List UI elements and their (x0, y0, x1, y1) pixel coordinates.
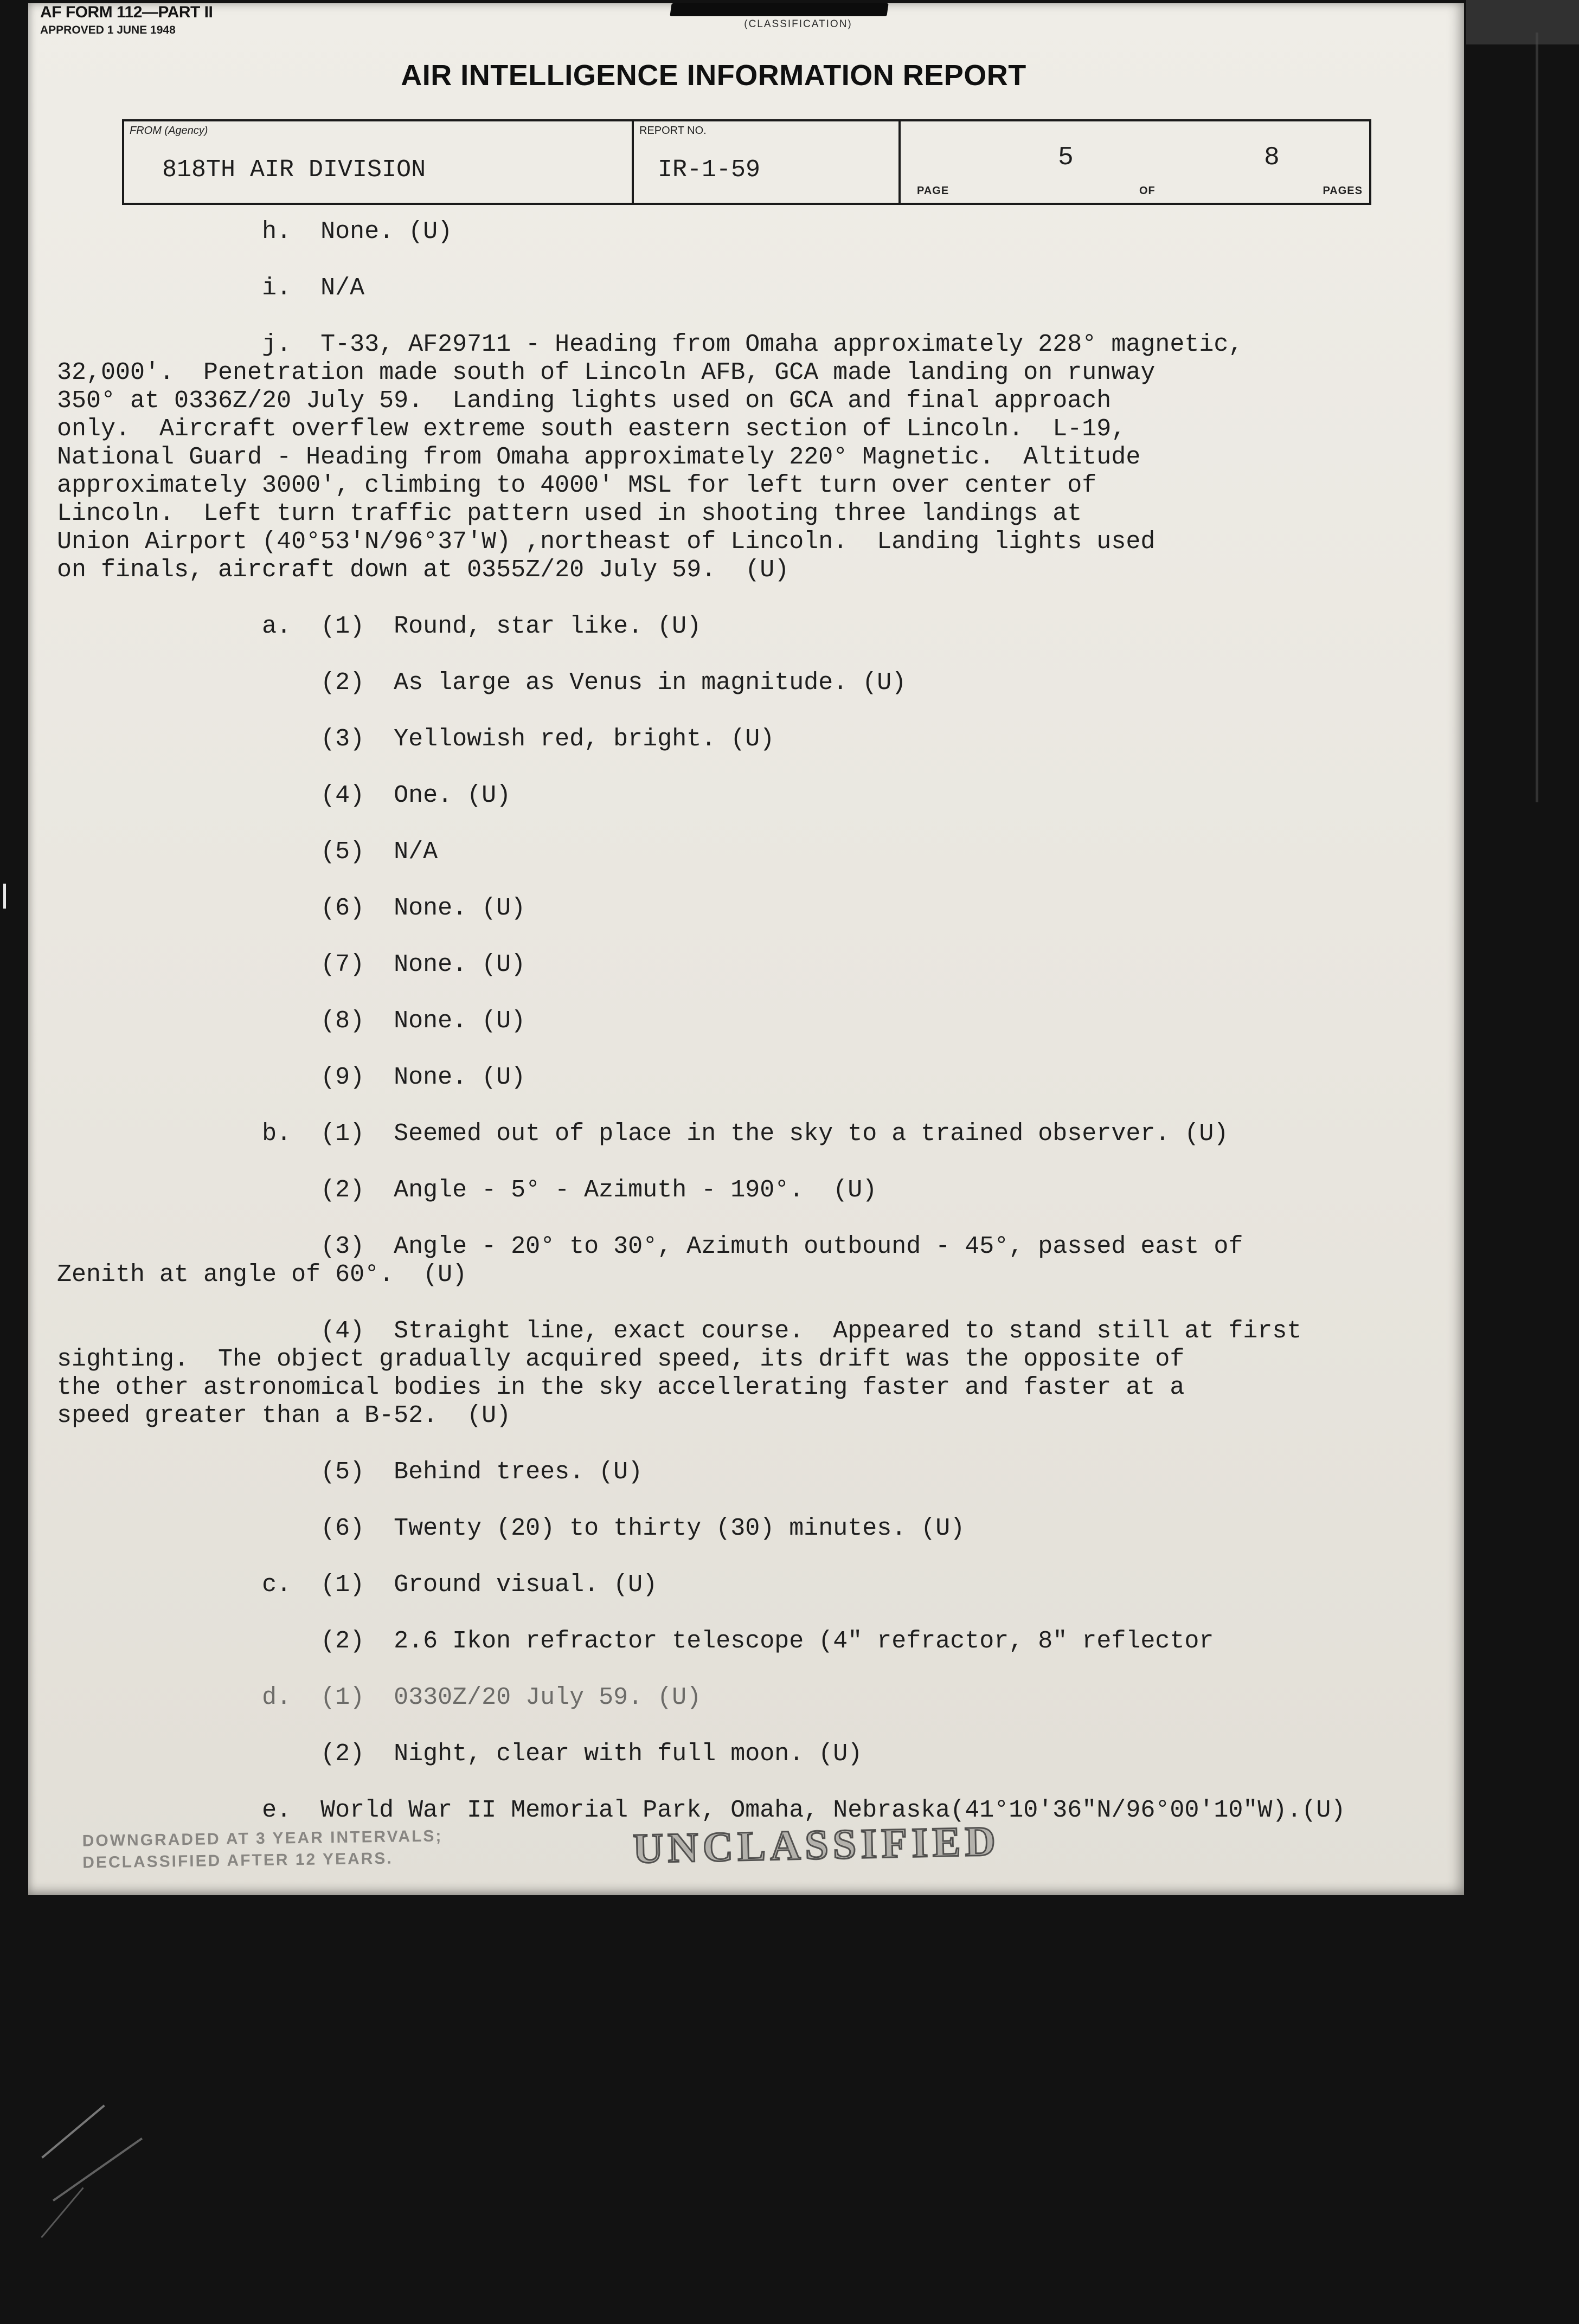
form-header-table (122, 119, 1371, 205)
scan-artifact (41, 2104, 105, 2158)
from-agency-label: FROM (Agency) (130, 125, 208, 137)
paragraph-a3: (3) Yellowish red, bright. (U) (57, 725, 775, 753)
paragraph-b2: (2) Angle - 5° - Azimuth - 190°. (U) (57, 1176, 877, 1204)
document-page (28, 3, 1464, 1895)
paragraph-c2: (2) 2.6 Ikon refractor telescope (4" refractor, 8" reflector (57, 1627, 1214, 1655)
from-agency-cell (124, 121, 634, 203)
downgrade-stamp-line2: DECLASSIFIED AFTER 12 YEARS. (82, 1849, 393, 1872)
downgrade-stamp (82, 1825, 443, 1874)
report-title: AIR INTELLIGENCE INFORMATION REPORT (401, 59, 1026, 92)
paragraph-a1: a. (1) Round, star like. (U) (57, 613, 702, 640)
form-id: AF FORM 112—PART II (40, 3, 213, 21)
from-agency-value: 818TH AIR DIVISION (162, 156, 426, 184)
paragraph-b6: (6) Twenty (20) to thirty (30) minutes. (U) (57, 1515, 965, 1542)
paragraph-a5: (5) N/A (57, 838, 438, 866)
paragraph-e: e. World War II Memorial Park, Omaha, Nebraska(41°10'36"N/96°00'10"W).(U) (57, 1797, 1346, 1824)
form-approved-date: APPROVED 1 JUNE 1948 (40, 24, 176, 36)
paragraph-j: j. T-33, AF29711 - Heading from Omaha approximately 228° magnetic, 32,000'. Penetration made south of Lincoln AFB, GCA made landing on runway 350° at 0336Z/20 July 59. Landing lights used on GCA and final approach only. Aircraft overflew extreme south eastern section of Lincoln. L-19, National Guard - Heading from Omaha approximately 220° Magnetic. Altitude approximately 3000', climbing to 4000' MSL for left turn over center of Lincoln. Left turn traffic pattern used in shooting three landings at Union Airport (40°53'N/96°37'W) ,northeast of Lincoln. Landing lights used on finals, aircraft down at 0355Z/20 July 59. (U) (57, 331, 1243, 584)
paragraph-b1: b. (1) Seemed out of place in the sky to a trained observer. (U) (57, 1120, 1229, 1148)
report-no-label: REPORT NO. (639, 125, 707, 137)
paragraph-a7: (7) None. (U) (57, 951, 526, 978)
scan-artifact (1536, 33, 1538, 802)
page-number: 5 (1058, 143, 1074, 172)
paragraph-i: i. N/A (57, 274, 365, 302)
unclassified-stamp: UNCLASSIFIED (632, 1817, 1000, 1872)
paragraph-d2: (2) Night, clear with full moon. (U) (57, 1740, 863, 1768)
redaction-bar (670, 3, 888, 16)
paragraph-b3: (3) Angle - 20° to 30°, Azimuth outbound - 45°, passed east of Zenith at angle of 60°. (U) (57, 1233, 1243, 1289)
scan-artifact (53, 2138, 143, 2201)
paragraph-a6: (6) None. (U) (57, 894, 526, 922)
classification-label: (CLASSIFICATION) (744, 18, 852, 30)
paragraph-a2: (2) As large as Venus in magnitude. (U) (57, 669, 907, 697)
downgrade-stamp-line1: DOWNGRADED AT 3 YEAR INTERVALS; (82, 1827, 443, 1850)
paragraph-a8: (8) None. (U) (57, 1007, 526, 1035)
paragraph-b4: (4) Straight line, exact course. Appeared to stand still at first sighting. The object gradually acquired speed, its drift was the opposite of the other astronomical bodies in the sky accellerating faster and faster at a speed greater than a B-52. (U) (57, 1317, 1302, 1430)
paragraph-a9: (9) None. (U) (57, 1064, 526, 1091)
paragraph-a4: (4) One. (U) (57, 782, 511, 809)
paragraph-d1: d. (1) 0330Z/20 July 59. (U) (57, 1684, 702, 1711)
paragraph-b5: (5) Behind trees. (U) (57, 1458, 643, 1486)
of-label: OF (1139, 185, 1156, 197)
scan-artifact (3, 884, 6, 909)
report-no-value: IR-1-59 (658, 156, 761, 184)
pages-label: PAGES (1323, 185, 1363, 197)
page-count-cell (901, 121, 1369, 203)
paragraph-c1: c. (1) Ground visual. (U) (57, 1571, 658, 1599)
report-body (57, 218, 1402, 1825)
total-pages: 8 (1264, 143, 1280, 172)
page-label: PAGE (917, 185, 949, 197)
paragraph-h: h. None. (U) (57, 218, 453, 246)
scan-artifact (1466, 0, 1579, 44)
report-no-cell (634, 121, 901, 203)
